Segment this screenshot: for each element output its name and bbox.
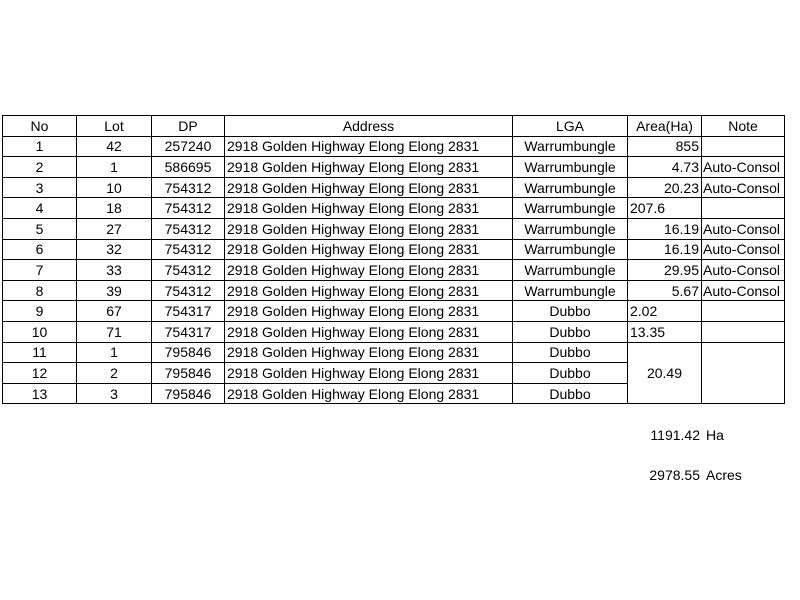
cell-dp: 795846 (152, 383, 225, 404)
cell-lga: Warrumbungle (513, 157, 628, 178)
cell-note (702, 198, 785, 219)
total-hectares-value: 1191.42 (650, 427, 700, 443)
cell-area: 16.19 (628, 239, 702, 260)
table-row (3, 177, 785, 198)
cell-lga: Warrumbungle (513, 198, 628, 219)
cell-address: 2918 Golden Highway Elong Elong 2831 (225, 218, 513, 239)
cell-no: 11 (3, 342, 77, 363)
cell-dp: 754312 (152, 218, 225, 239)
cell-dp: 754312 (152, 260, 225, 281)
cell-address: 2918 Golden Highway Elong Elong 2831 (225, 321, 513, 342)
cell-lga: Dubbo (513, 301, 628, 322)
table-row (3, 198, 785, 219)
cell-no: 6 (3, 239, 77, 260)
table-row (3, 157, 785, 178)
cell-address: 2918 Golden Highway Elong Elong 2831 (225, 301, 513, 322)
cell-area: 20.23 (628, 177, 702, 198)
total-hectares-unit: Ha (706, 427, 724, 443)
cell-note (702, 321, 785, 342)
cell-note: Auto-Consol (702, 157, 785, 178)
cell-note (702, 136, 785, 157)
table-row (3, 218, 785, 239)
cell-dp: 754312 (152, 198, 225, 219)
cell-lot: 18 (77, 198, 152, 219)
cell-lot: 1 (77, 157, 152, 178)
cell-dp: 795846 (152, 363, 225, 384)
merged-area-cell: 20.49 (628, 342, 702, 404)
table-row (3, 136, 785, 157)
cell-address: 2918 Golden Highway Elong Elong 2831 (225, 280, 513, 301)
cell-address: 2918 Golden Highway Elong Elong 2831 (225, 260, 513, 281)
cell-dp: 754317 (152, 301, 225, 322)
cell-no: 10 (3, 321, 77, 342)
cell-dp: 754312 (152, 239, 225, 260)
cell-lga: Warrumbungle (513, 177, 628, 198)
cell-lga: Warrumbungle (513, 239, 628, 260)
cell-address: 2918 Golden Highway Elong Elong 2831 (225, 136, 513, 157)
header-address: Address (225, 116, 513, 137)
cell-no: 12 (3, 363, 77, 384)
cell-area: 2.02 (628, 301, 702, 322)
land-lots-table (2, 115, 785, 404)
cell-dp: 754312 (152, 280, 225, 301)
cell-area: 4.73 (628, 157, 702, 178)
cell-lot: 2 (77, 363, 152, 384)
cell-dp: 754312 (152, 177, 225, 198)
cell-area: 13.35 (628, 321, 702, 342)
cell-lot: 32 (77, 239, 152, 260)
header-dp: DP (152, 116, 225, 137)
merged-note-cell (702, 342, 785, 404)
cell-lga: Dubbo (513, 321, 628, 342)
table-row (3, 280, 785, 301)
header-note: Note (702, 116, 785, 137)
cell-address: 2918 Golden Highway Elong Elong 2831 (225, 363, 513, 384)
cell-no: 4 (3, 198, 77, 219)
table-row (3, 342, 785, 363)
total-acres (632, 467, 742, 483)
cell-note: Auto-Consol (702, 218, 785, 239)
table-row (3, 260, 785, 281)
cell-lot: 27 (77, 218, 152, 239)
cell-dp: 754317 (152, 321, 225, 342)
cell-address: 2918 Golden Highway Elong Elong 2831 (225, 239, 513, 260)
header-area: Area(Ha) (628, 116, 702, 137)
cell-lga: Warrumbungle (513, 280, 628, 301)
cell-no: 3 (3, 177, 77, 198)
cell-lot: 10 (77, 177, 152, 198)
header-lot: Lot (77, 116, 152, 137)
table-row (3, 239, 785, 260)
cell-lot: 67 (77, 301, 152, 322)
cell-area: 29.95 (628, 260, 702, 281)
cell-note: Auto-Consol (702, 239, 785, 260)
cell-note: Auto-Consol (702, 260, 785, 281)
cell-lga: Dubbo (513, 342, 628, 363)
cell-lot: 39 (77, 280, 152, 301)
cell-lot: 42 (77, 136, 152, 157)
cell-no: 13 (3, 383, 77, 404)
cell-lot: 33 (77, 260, 152, 281)
cell-note: Auto-Consol (702, 280, 785, 301)
cell-no: 7 (3, 260, 77, 281)
cell-area: 16.19 (628, 218, 702, 239)
cell-area: 5.67 (628, 280, 702, 301)
cell-lga: Dubbo (513, 363, 628, 384)
cell-lga: Warrumbungle (513, 136, 628, 157)
table-row (3, 321, 785, 342)
cell-area: 207.6 (628, 198, 702, 219)
header-lga: LGA (513, 116, 628, 137)
total-hectares (632, 427, 724, 443)
cell-lot: 1 (77, 342, 152, 363)
cell-area: 855 (628, 136, 702, 157)
table-header-row (3, 116, 785, 137)
cell-no: 8 (3, 280, 77, 301)
total-acres-value: 2978.55 (649, 467, 700, 483)
cell-no: 1 (3, 136, 77, 157)
cell-lga: Warrumbungle (513, 218, 628, 239)
cell-address: 2918 Golden Highway Elong Elong 2831 (225, 198, 513, 219)
cell-address: 2918 Golden Highway Elong Elong 2831 (225, 342, 513, 363)
cell-no: 5 (3, 218, 77, 239)
table-row (3, 301, 785, 322)
cell-lga: Dubbo (513, 383, 628, 404)
cell-address: 2918 Golden Highway Elong Elong 2831 (225, 157, 513, 178)
cell-note (702, 301, 785, 322)
cell-address: 2918 Golden Highway Elong Elong 2831 (225, 383, 513, 404)
cell-lga: Warrumbungle (513, 260, 628, 281)
cell-dp: 795846 (152, 342, 225, 363)
cell-address: 2918 Golden Highway Elong Elong 2831 (225, 177, 513, 198)
cell-note: Auto-Consol (702, 177, 785, 198)
cell-no: 2 (3, 157, 77, 178)
cell-lot: 3 (77, 383, 152, 404)
cell-dp: 586695 (152, 157, 225, 178)
cell-dp: 257240 (152, 136, 225, 157)
total-acres-unit: Acres (706, 467, 742, 483)
cell-no: 9 (3, 301, 77, 322)
header-no: No (3, 116, 77, 137)
cell-lot: 71 (77, 321, 152, 342)
